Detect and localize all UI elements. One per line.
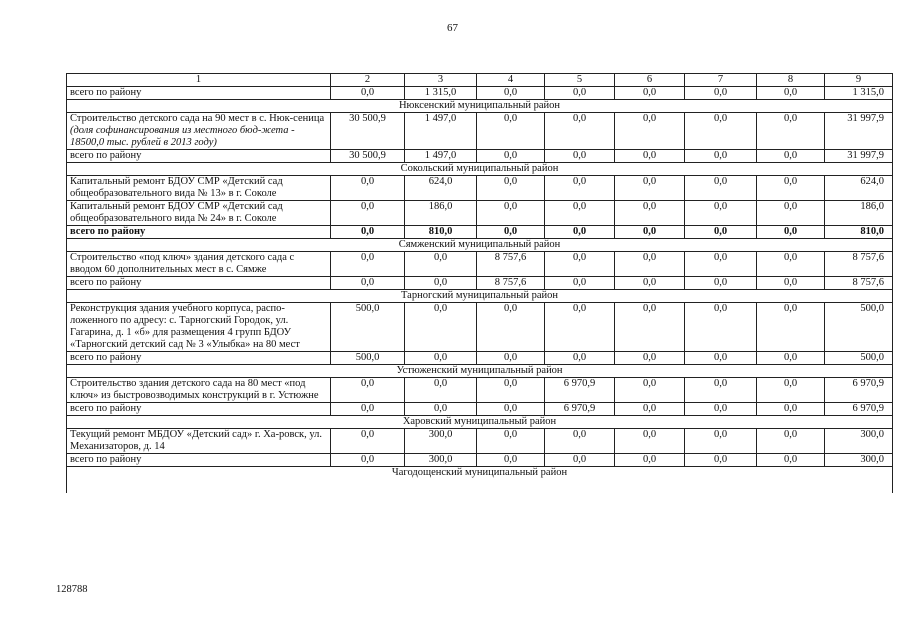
value-cell: 0,0	[757, 352, 825, 365]
value-cell: 0,0	[757, 454, 825, 467]
value-cell: 0,0	[615, 378, 685, 403]
district-total-row	[67, 87, 893, 100]
value-cell: 0,0	[545, 87, 615, 100]
value-cell: 0,0	[405, 303, 477, 352]
value-cell: 0,0	[685, 176, 757, 201]
column-header-row	[67, 74, 893, 87]
value-cell: 0,0	[615, 176, 685, 201]
value-cell: 0,0	[545, 201, 615, 226]
total-label	[67, 226, 331, 239]
total-label	[67, 150, 331, 163]
value-cell: 0,0	[477, 87, 545, 100]
total-value-cell: 8 757,6	[825, 277, 893, 290]
value-cell: 0,0	[477, 176, 545, 201]
value-cell: 0,0	[545, 226, 615, 239]
table-row	[67, 429, 893, 454]
column-header: 3	[405, 74, 477, 87]
district-name: Харовский муниципальный район	[67, 416, 893, 429]
description-text: Текущий ремонт МБДОУ «Детский сад» г. Ха-ровск, ул. Механизаторов, д. 14	[70, 429, 323, 452]
table-row	[67, 176, 893, 201]
total-value-cell: 500,0	[825, 303, 893, 352]
value-cell: 1 315,0	[405, 87, 477, 100]
value-cell: 0,0	[615, 403, 685, 416]
total-label	[67, 277, 331, 290]
value-cell: 0,0	[685, 352, 757, 365]
value-cell: 0,0	[405, 403, 477, 416]
total-value-cell: 6 970,9	[825, 378, 893, 403]
value-cell: 0,0	[405, 277, 477, 290]
district-heading-row	[67, 163, 893, 176]
value-cell: 0,0	[545, 176, 615, 201]
total-value-cell: 31 997,9	[825, 113, 893, 150]
district-name: Устюженский муниципальный район	[67, 365, 893, 378]
value-cell: 0,0	[331, 201, 405, 226]
value-cell: 0,0	[757, 378, 825, 403]
value-cell: 0,0	[545, 303, 615, 352]
value-cell: 1 497,0	[405, 113, 477, 150]
table-row	[67, 201, 893, 226]
value-cell: 0,0	[331, 87, 405, 100]
value-cell: 300,0	[405, 429, 477, 454]
value-cell: 810,0	[405, 226, 477, 239]
item-description	[67, 252, 331, 277]
value-cell: 0,0	[757, 303, 825, 352]
total-value-cell: 300,0	[825, 454, 893, 467]
column-header: 8	[757, 74, 825, 87]
value-cell: 0,0	[331, 403, 405, 416]
table-row	[67, 113, 893, 150]
value-cell: 0,0	[615, 277, 685, 290]
district-total-row	[67, 277, 893, 290]
budget-table	[66, 73, 893, 493]
value-cell: 0,0	[331, 226, 405, 239]
district-heading-row	[67, 416, 893, 429]
total-value-cell: 624,0	[825, 176, 893, 201]
value-cell: 0,0	[545, 352, 615, 365]
value-cell: 0,0	[477, 150, 545, 163]
value-cell: 0,0	[757, 277, 825, 290]
value-cell: 186,0	[405, 201, 477, 226]
total-label	[67, 403, 331, 416]
description-text: Строительство детского сада на 90 мест в с. Нюк-сеница	[70, 113, 325, 124]
value-cell: 0,0	[477, 226, 545, 239]
district-heading-row	[67, 467, 893, 494]
value-cell: 0,0	[477, 429, 545, 454]
value-cell: 0,0	[405, 378, 477, 403]
district-total-row	[67, 150, 893, 163]
total-value-cell: 8 757,6	[825, 252, 893, 277]
column-header: 7	[685, 74, 757, 87]
total-value-cell: 31 997,9	[825, 150, 893, 163]
column-header: 2	[331, 74, 405, 87]
value-cell: 0,0	[685, 150, 757, 163]
total-label	[67, 352, 331, 365]
value-cell: 0,0	[757, 201, 825, 226]
district-name: Сокольский муниципальный район	[67, 163, 893, 176]
value-cell: 0,0	[615, 150, 685, 163]
description-text: Капитальный ремонт БДОУ СМР «Детский сад общеобразовательного вида № 13» в г. Соколе	[70, 176, 283, 199]
value-cell: 0,0	[405, 252, 477, 277]
value-cell: 0,0	[757, 429, 825, 454]
value-cell: 30 500,9	[331, 113, 405, 150]
value-cell: 0,0	[545, 277, 615, 290]
value-cell: 0,0	[615, 113, 685, 150]
value-cell: 0,0	[685, 113, 757, 150]
item-description	[67, 429, 331, 454]
column-header: 1	[67, 74, 331, 87]
table-row	[67, 252, 893, 277]
value-cell: 0,0	[757, 113, 825, 150]
value-cell: 8 757,6	[477, 277, 545, 290]
value-cell: 8 757,6	[477, 252, 545, 277]
total-value-cell: 500,0	[825, 352, 893, 365]
total-value-cell: 300,0	[825, 429, 893, 454]
column-header: 5	[545, 74, 615, 87]
value-cell: 6 970,9	[545, 403, 615, 416]
value-cell: 0,0	[685, 252, 757, 277]
description-text: всего по району	[70, 403, 142, 414]
cofinancing-note: (доля софинансирования из местного бюд-жета - 18500,0 тыс. рублей в 2013 году)	[70, 125, 295, 148]
item-description	[67, 378, 331, 403]
description-text: всего по району	[70, 226, 146, 237]
value-cell: 30 500,9	[331, 150, 405, 163]
value-cell: 0,0	[757, 150, 825, 163]
value-cell: 0,0	[757, 252, 825, 277]
value-cell: 0,0	[477, 378, 545, 403]
total-value-cell: 6 970,9	[825, 403, 893, 416]
description-text: Строительство здания детского сада на 80 мест «под ключ» из быстровозводимых конструкций в г. Устюжне	[70, 378, 319, 401]
value-cell: 0,0	[757, 226, 825, 239]
item-description	[67, 176, 331, 201]
item-description	[67, 113, 331, 150]
district-total-row	[67, 454, 893, 467]
value-cell: 624,0	[405, 176, 477, 201]
table-body	[67, 74, 893, 494]
value-cell: 0,0	[757, 176, 825, 201]
value-cell: 0,0	[615, 252, 685, 277]
district-heading-row	[67, 100, 893, 113]
value-cell: 0,0	[405, 352, 477, 365]
value-cell: 0,0	[757, 87, 825, 100]
value-cell: 0,0	[477, 303, 545, 352]
value-cell: 0,0	[685, 277, 757, 290]
document-code: 128788	[56, 584, 88, 595]
description-text: всего по району	[70, 352, 142, 363]
value-cell: 0,0	[685, 429, 757, 454]
description-text: Капитальный ремонт БДОУ СМР «Детский сад общеобразовательного вида № 24» в г. Соколе	[70, 201, 283, 224]
value-cell: 0,0	[615, 201, 685, 226]
value-cell: 0,0	[331, 454, 405, 467]
district-total-row	[67, 403, 893, 416]
value-cell: 0,0	[545, 429, 615, 454]
column-header: 6	[615, 74, 685, 87]
value-cell: 0,0	[615, 429, 685, 454]
district-name: Чагодощенский муниципальный район	[67, 467, 893, 494]
total-value-cell: 186,0	[825, 201, 893, 226]
table-row	[67, 303, 893, 352]
value-cell: 0,0	[331, 429, 405, 454]
value-cell: 0,0	[685, 454, 757, 467]
value-cell: 0,0	[685, 403, 757, 416]
value-cell: 300,0	[405, 454, 477, 467]
value-cell: 0,0	[545, 113, 615, 150]
value-cell: 0,0	[615, 454, 685, 467]
value-cell: 0,0	[331, 277, 405, 290]
district-name: Сямженский муниципальный район	[67, 239, 893, 252]
value-cell: 0,0	[615, 303, 685, 352]
value-cell: 0,0	[615, 226, 685, 239]
column-header: 9	[825, 74, 893, 87]
value-cell: 0,0	[685, 87, 757, 100]
table-row	[67, 378, 893, 403]
value-cell: 500,0	[331, 352, 405, 365]
description-text: Реконструкция здания учебного корпуса, распо-ложенного по адресу: с. Тарногский Городок, ул. Гагарина, д. 1 «б» для размещения 4 групп БДОУ «Тарногский детский сад № 3 «Улыбка» на 80 мест	[70, 303, 300, 350]
item-description	[67, 201, 331, 226]
value-cell: 0,0	[331, 252, 405, 277]
total-label	[67, 454, 331, 467]
district-total-row	[67, 352, 893, 365]
value-cell: 0,0	[545, 454, 615, 467]
value-cell: 0,0	[685, 303, 757, 352]
value-cell: 1 497,0	[405, 150, 477, 163]
description-text: всего по району	[70, 150, 142, 161]
page-number: 67	[447, 22, 458, 34]
value-cell: 0,0	[477, 201, 545, 226]
item-description	[67, 303, 331, 352]
district-heading-row	[67, 239, 893, 252]
description-text: Строительство «под ключ» здания детского сада с вводом 60 дополнительных мест в с. Сямже	[70, 252, 295, 275]
value-cell: 0,0	[331, 378, 405, 403]
value-cell: 0,0	[477, 352, 545, 365]
district-heading-row	[67, 290, 893, 303]
district-name: Нюксенский муниципальный район	[67, 100, 893, 113]
value-cell: 0,0	[615, 87, 685, 100]
value-cell: 0,0	[477, 454, 545, 467]
description-text: всего по району	[70, 277, 142, 288]
value-cell: 0,0	[685, 226, 757, 239]
value-cell: 0,0	[477, 113, 545, 150]
value-cell: 0,0	[615, 352, 685, 365]
district-total-row	[67, 226, 893, 239]
description-text: всего по району	[70, 454, 142, 465]
value-cell: 0,0	[545, 252, 615, 277]
description-text: всего по району	[70, 87, 142, 98]
value-cell: 0,0	[685, 201, 757, 226]
total-label	[67, 87, 331, 100]
value-cell: 500,0	[331, 303, 405, 352]
value-cell: 0,0	[757, 403, 825, 416]
value-cell: 0,0	[545, 150, 615, 163]
district-name: Тарногский муниципальный район	[67, 290, 893, 303]
value-cell: 0,0	[331, 176, 405, 201]
total-value-cell: 810,0	[825, 226, 893, 239]
district-heading-row	[67, 365, 893, 378]
column-header: 4	[477, 74, 545, 87]
total-value-cell: 1 315,0	[825, 87, 893, 100]
value-cell: 0,0	[477, 403, 545, 416]
value-cell: 6 970,9	[545, 378, 615, 403]
value-cell: 0,0	[685, 378, 757, 403]
